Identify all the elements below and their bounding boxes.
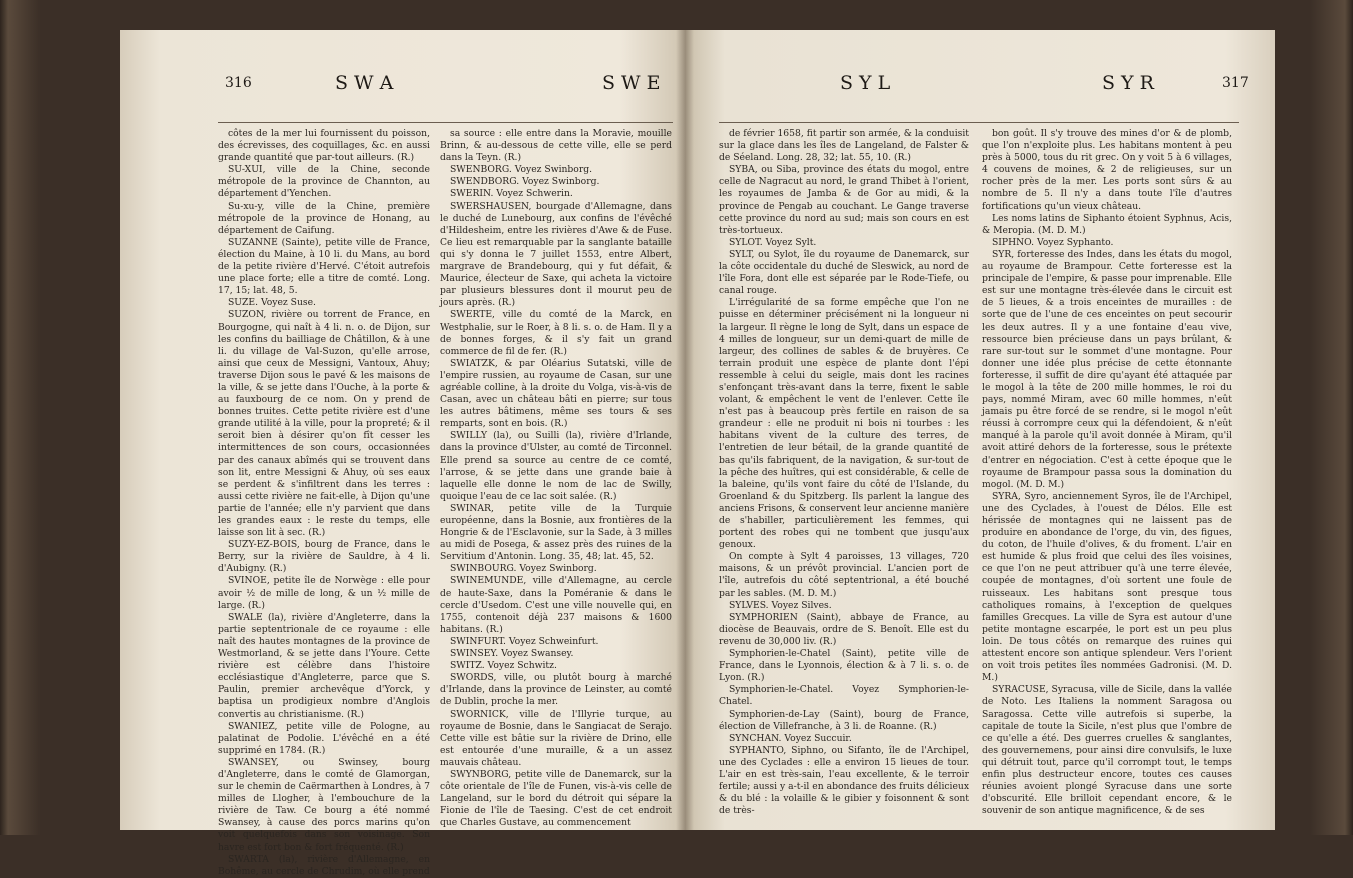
right-running-head-left: S Y L — [840, 72, 891, 94]
entry-paragraph: SYLVES. Voyez Silves. — [729, 599, 832, 611]
entry-paragraph: On compte à Sylt 4 paroisses, 13 villages, 720 maisons, & un prévôt provincial. L'ancien port de l'île, autrefois du côté septentrional, a été bouché par les sables. (M. D. M.) — [719, 551, 969, 599]
entry-paragraph: SWORNICK, ville de l'Illyrie turque, au royaume de Bosnie, dans le Sangiacat de Serajo. Cette ville est bâtie sur la rivière de Drino, elle est entourée d'une muraille, & a un assez mauvais château. — [440, 708, 672, 768]
entry-paragraph: SYMPHORIEN (Saint), abbaye de France, au diocèse de Beauvais, ordre de S. Benoît. Elle est du revenu de 30,000 liv. (R.) — [719, 611, 969, 647]
left-page — [120, 30, 685, 877]
entry-paragraph: SYLT, ou Sylot, île du royaume de Danemarck, sur la côte occidentale du duché de Sleswick, au nord de l'île Fora, dont elle est séparée par le Rode-Tiefe, ou canal rouge. — [719, 248, 969, 297]
left-column-2 — [440, 128, 672, 829]
entry-paragraph: SUZON, rivière ou torrent de France, en Bourgogne, qui naît à 4 li. n. o. de Dijon, sur les confins du bailliage de Châtillon, & à une li. du village de Val-Suzon, qu'elle arrose, ainsi que ceux de Messigni, Vantoux, Ahuy; traverse Dijon sous le pavé & les maisons de la ville, & se jette dans l'Ouche, à la porte & au fauxbourg de ce nom. On y prend de bonnes truites. Cette petite rivière est d'une grande utilité à la ville, pour la propreté; & il seroit bien à désirer qu'on fît cesser les intermittences de son cours, occasionnées par des canaux abîmés qui se trouvent dans son lit, entre Messigni & Ahuy, où ses eaux se perdent & s'infiltrent dans les terres : aussi cette rivière ne fait-elle, à Dijon qu'une partie de l'année; elle n'y parvient que dans les grandes eaux : le reste du temps, elle laisse son lit à sec. (R.) — [218, 309, 430, 539]
entry-paragraph: SWANSEY, ou Swinsey, bourg d'Angleterre, dans le comté de Glamorgan, sur le chemin de Caërmarthen à Londres, à 7 milles de Llogher, à l'embouchure de la rivière de Taw. Ce bourg a été nommé Swansey, à cause des porcs marins qu'on voit quelquefois dans son voisinage. Son havre est fort bon & fort fréquenté. (R.) — [218, 756, 430, 853]
entry-paragraph: SWINBOURG. Voyez Swinborg. — [450, 563, 597, 575]
entry-paragraph: SWENBORG. Voyez Swinborg. — [450, 164, 593, 176]
left-header-rule — [218, 122, 673, 123]
entry-paragraph: SUZANNE (Sainte), petite ville de France, élection du Maine, à 10 li. du Mans, au bord de la petite rivière d'Hervé. C'étoit autrefois une place forte; elle a titre de comté. Long. 17, 15; lat. 48, 5. — [218, 236, 430, 297]
entry-paragraph: SYRACUSE, Syracusa, ville de Sicile, dans la vallée de Noto. Les Italiens la nomment Saragosa ou Saragossa. Cette ville autrefois si superbe, la capitale de toute la Sicile, n'est plus que l'ombre de ce qu'elle a été. Des guerres cruelles & sanglantes, des gouvernemens, pour ainsi dire convulsifs, le luxe qui détruit tout, parce qu'il corrompt tout, le temps enfin plus destructeur encore, toutes ces causes réunies avoient plongé Syracuse dans une sorte d'obscurité. Elle brilloit cependant encore, & le souvenir de son antique magnificence, & de ses — [982, 684, 1232, 817]
right-header-rule — [719, 122, 1239, 123]
entry-paragraph: SYBA, ou Siba, province des états du mogol, entre celle de Nagracut au nord, le grand Thibet à l'orient, les royaumes de Jamba & de Gor au midi, & la province de Pengab au couchant. Le Gange traverse cette province du nord au sud; mais son cours en est très-tortueux. — [719, 164, 969, 236]
right-running-head-right: S Y R — [1102, 72, 1154, 94]
right-column-2 — [982, 128, 1232, 817]
entry-paragraph: SWANIEZ, petite ville de Pologne, au palatinat de Podolie. L'évêché en a été supprimé en 1784. (R.) — [218, 720, 430, 756]
entry-paragraph: SU-XUI, ville de la Chine, seconde métropole de la province de Channton, au département d'Yenchen. — [218, 164, 430, 200]
entry-paragraph: SWINFURT. Voyez Schweinfurt. — [450, 635, 599, 647]
entry-paragraph: côtes de la mer lui fournissent du poisson, des écrevisses, des coquillages, &c. en aussi grande quantité que par-tout ailleurs. (R.) — [218, 128, 430, 164]
left-running-head-left: S W A — [335, 72, 394, 94]
entry-paragraph: SWORDS, ville, ou plutôt bourg à marché d'Irlande, dans la province de Leinster, au comté de Dublin, proche la mer. — [440, 672, 672, 708]
entry-paragraph: SIPHNO. Voyez Syphanto. — [992, 236, 1114, 248]
entry-paragraph: SWIATZK, & par Oléarius Sutatski, ville de l'empire russien, au royaume de Casan, sur une agréable colline, à la droite du Volga, vis-à-vis de Casan, avec un château bâti en pierre; sur tous les autres bâtimens, même ses tours & ses remparts, sont en bois. (R.) — [440, 357, 672, 430]
right-column-1 — [719, 128, 969, 817]
entry-paragraph: SWINEMUNDE, ville d'Allemagne, au cercle de haute-Saxe, dans la Poméranie & dans le cercle d'Usedom. C'est une ville nouvelle qui, en 1755, contenoit déjà 237 maisons & 1600 habitans. (R.) — [440, 575, 672, 635]
left-column-1 — [218, 128, 430, 878]
entry-paragraph: L'irrégularité de sa forme empêche que l'on ne puisse en déterminer précisément ni la longueur ni la largeur. Il règne le long de Sylt, dans un espace de 4 milles de longueur, sur un demi-quart de mille de largeur, des collines de sables & de bruyères. Ce terrain produit une espèce de plante dont l'épi ressemble à celui du seigle, mais dont les racines s'enfonçant très-avant dans la terre, fixent le sable volant, & empêchent le vent de l'enlever. Cette île n'est pas à beaucoup près fertile en raison de sa grandeur : elle ne produit ni bois ni tourbes : les habitans vivent de la culture des terres, de l'entretien de leur bétail, de la grande quantité de bas qu'ils fabriquent, de la navigation, & sur-tout de la pêche des huîtres, qui est considérable, & celle de la baleine, qu'ils vont faire du côté de l'Islande, du Groenland & du Spitzberg. Ils parlent la langue des anciens Frisons, & conservent leur ancienne manière de s'habiller, particulièrement les femmes, qui portent des robes qui ne tombent que jusqu'aux genoux. — [719, 297, 969, 551]
entry-paragraph: SUZY-EZ-BOIS, bourg de France, dans le Berry, sur la rivière de Sauldre, à 4 li. d'Aubigny. (R.) — [218, 539, 430, 575]
entry-paragraph: SWILLY (la), ou Suilli (la), rivière d'Irlande, dans la province d'Ulster, au comté de Tirconnel. Elle prend sa source au centre de ce comté, l'arrose, & se jette dans une grande baie à laquelle elle donne le nom de lac de Swilly, quoique l'eau de ce lac soit salée. (R.) — [440, 430, 672, 502]
entry-paragraph: SYR, forteresse des Indes, dans les états du mogol, au royaume de Brampour. Cette forteresse est la principale de l'empire, & passe pour imprenable. Elle est sur une montagne très-élevée dans le circuit est de 5 lieues, & a trois enceintes de murailles : de sorte que de l'une de ces enceintes on peut secourir les deux autres. Il y a une fontaine d'eau vive, ressource bien précieuse dans un pays brûlant, & rare sur-tout sur le sommet d'une montagne. Pour donner une idée plus précise de cette étonnante forteresse, il suffit de dire qu'ayant été attaquée par le mogol à la tête de 200 mille hommes, le roi du pays, nommé Miram, avec 60 mille hommes, n'eût jamais pu être forcé de se rendre, si le mogol n'eût réussi à corrompre ceux qui la défendoient, & n'eût manqué à la parole qu'il avoit donnée à Miram, qu'il avoit attiré dehors de la forteresse, sous le prétexte d'entrer en négociation. C'est à cette époque que le royaume de Brampour passa sous la domination du mogol. (M. D. M.) — [982, 248, 1232, 490]
entry-paragraph: SWERIN. Voyez Schwerin. — [450, 188, 573, 200]
left-page-number: 316 — [225, 75, 252, 91]
right-page — [685, 30, 1275, 830]
entry-paragraph: SWINAR, petite ville de la Turquie européenne, dans la Bosnie, aux frontières de la Hongrie & de l'Esclavonie, sur la Sade, à 3 milles au midi de Posega, & assez près des ruines de la Servitium d'Antonin. Long. 35, 48; lat. 45, 52. — [440, 502, 672, 563]
entry-paragraph: SVINOE, petite île de Norwège : elle pour avoir ½ de mille de long, & un ½ mille de large. (R.) — [218, 575, 430, 611]
entry-paragraph: SWERTE, ville du comté de la Marck, en Westphalie, sur le Roer, à 8 li. s. o. de Ham. Il y a de bonnes forges, & il s'y fait un grand commerce de fil de fer. (R.) — [440, 309, 672, 357]
entry-paragraph: Symphorien-de-Lay (Saint), bourg de France, élection de Villefranche, à 3 li. de Roanne. (R.) — [719, 708, 969, 732]
entry-paragraph: SWARTA (la), rivière d'Allemagne, en Bohême, au cercle de Chrudim, où elle prend — [218, 853, 430, 877]
entry-paragraph: SYPHANTO, Siphno, ou Sifanto, île de l'Archipel, une des Cyclades : elle a environ 15 lieues de tour. L'air en est très-sain, l'eau excellente, & le terroir fertile; aussi y a-t-il en abondance des fruits délicieux & du blé : la volaille & le gibier y foisonnent & sont de très- — [719, 744, 969, 817]
entry-paragraph: SWINSEY. Voyez Swansey. — [450, 648, 574, 660]
entry-paragraph: Su-xu-y, ville de la Chine, première métropole de la province de Honang, au département de Caifung. — [218, 200, 430, 236]
entry-paragraph: SYNCHAN. Voyez Succuir. — [729, 732, 852, 744]
entry-paragraph: sa source : elle entre dans la Moravie, mouille Brinn, & au-dessous de cette ville, elle se perd dans la Teyn. (R.) — [440, 128, 672, 164]
entry-paragraph: SWENDBORG. Voyez Swinborg. — [450, 176, 600, 188]
entry-paragraph: Symphorien-le-Chatel (Saint), petite ville de France, dans le Lyonnois, élection & à 7 li. s. o. de Lyon. (R.) — [719, 648, 969, 684]
entry-paragraph: SYLOT. Voyez Sylt. — [729, 236, 817, 248]
left-running-head-right: S W E — [602, 72, 661, 94]
entry-paragraph: Symphorien-le-Chatel. Voyez Symphorien-le-Chatel. — [719, 684, 969, 708]
entry-paragraph: SYRA, Syro, anciennement Syros, île de l'Archipel, une des Cyclades, à l'ouest de Délos. Elle est hérissée de montagnes qui ne laissent pas de produire en abondance de l'orge, du vin, des figues, du coton, de l'huile d'olives, & du froment. L'air en est humide & plus froid que celui des îles voisines, ce que l'on ne peut attribuer qu'à une terre élevée, coupée de montagnes, d'où sortent une foule de ruisseaux. Les habitans sont presque tous catholiques romains, à l'exception de quelques familles Grecques. La ville de Syra est autour d'une petite montagne escarpée, le port est un peu plus loin. De tous côtés on remarque des ruines qui attestent encore son antique splendeur. Vers l'orient on voit trois petites îles nommées Gadronisi. (M. D. M.) — [982, 490, 1232, 684]
entry-paragraph: SWYNBORG, petite ville de Danemarck, sur la côte orientale de l'île de Funen, vis-à-vis celle de Langeland, sur le bord du détroit qui sépare la Fionie de l'île de Taesing. C'est de cet endroit que Charles Gustave, au commencement — [440, 768, 672, 829]
book-gutter — [676, 30, 694, 830]
right-page-number: 317 — [1222, 75, 1249, 91]
entry-paragraph: SWALE (la), rivière d'Angleterre, dans la partie septentrionale de ce royaume : elle naît des hautes montagnes de la province de Westmorland, & se jette dans l'Youre. Cette rivière est célèbre dans l'histoire ecclésiastique d'Angleterre, parce que S. Paulin, premier archevêque d'Yorck, y baptisa un prodigieux nombre d'Anglois convertis au christianisme. (R.) — [218, 611, 430, 720]
entry-paragraph: bon goût. Il s'y trouve des mines d'or & de plomb, que l'on n'exploite plus. Les habitans montent à peu près à 5000, tous du rit grec. On y voit 5 à 6 villages, 4 couvens de moines, & 2 de religieuses, sur un rocher près de la mer. Les ports sont sûrs & au nombre de 5. Il n'y a dans toute l'île d'autres fortifications qu'un vieux château. — [982, 128, 1232, 212]
entry-paragraph: de février 1658, fit partir son armée, & la conduisit sur la glace dans les îles de Langeland, de Falster & de Séeland. Long. 28, 32; lat. 55, 10. (R.) — [719, 128, 969, 164]
entry-paragraph: SUZE. Voyez Suse. — [228, 297, 316, 309]
entry-paragraph: SWITZ. Voyez Schwitz. — [450, 660, 557, 672]
entry-paragraph: SWERSHAUSEN, bourgade d'Allemagne, dans le duché de Lunebourg, aux confins de l'évêché d'Hildesheim, entre les rivières d'Awe & de Fuse. Ce lieu est remarquable par la sanglante bataille qui s'y donna le 7 juillet 1553, entre Albert, margrave de Brandebourg, qui y fut défait, & Maurice, électeur de Saxe, qui acheta la victoire par plusieurs blessures dont il mourut peu de jours après. (R.) — [440, 200, 672, 309]
entry-paragraph: Les noms latins de Siphanto étoient Syphnus, Acis, & Meropia. (M. D. M.) — [982, 212, 1232, 236]
